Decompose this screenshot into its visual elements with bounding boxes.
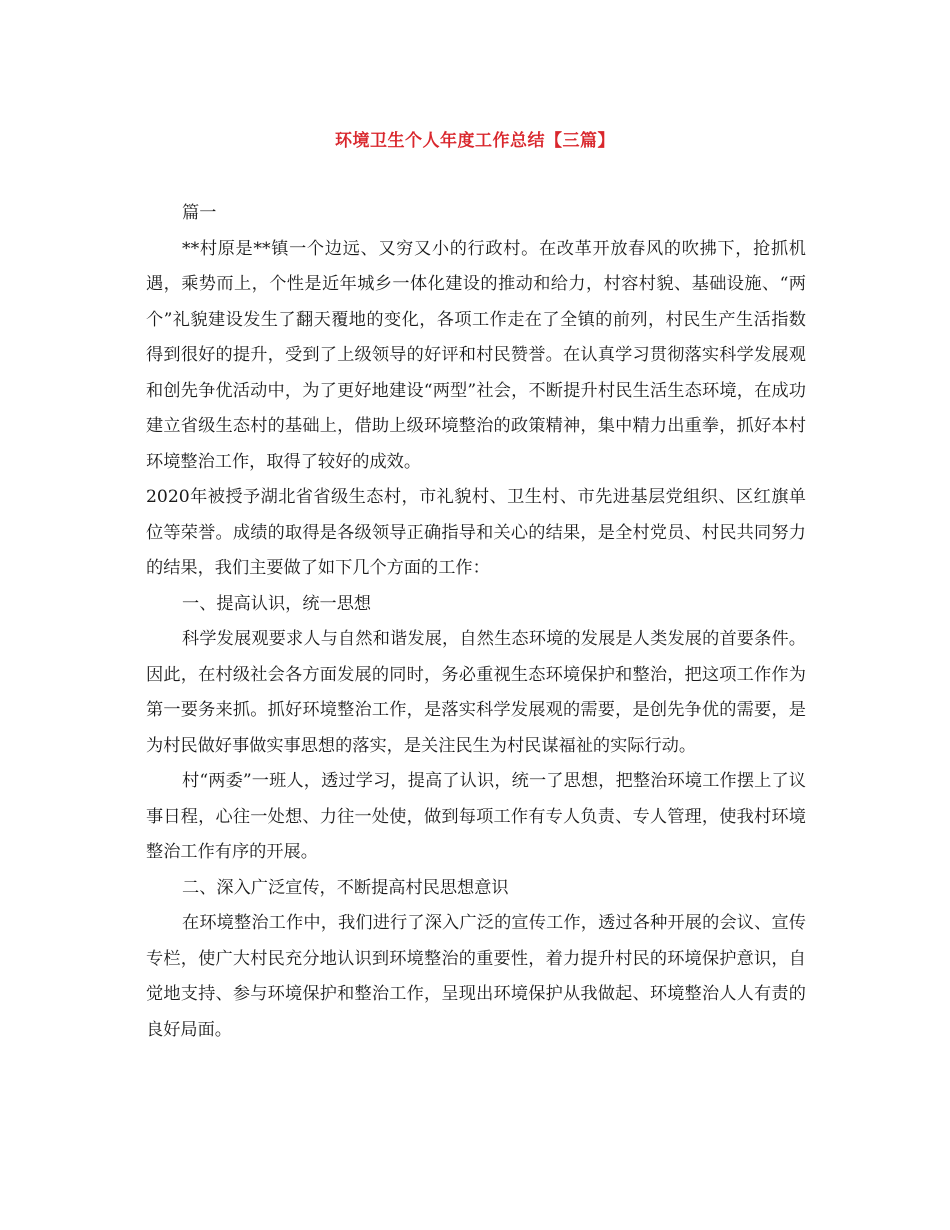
paragraph-honors: 2020年被授予湖北省省级生态村，市礼貌村、卫生村、市先进基层党组织、区红旗单位等荣誉。成绩的取得是各级领导正确指导和关心的结果，是全村党员、村民共同努力的结果，我们主要做了如下几个方面的工作： (146, 487, 806, 578)
document-title: 环境卫生个人年度工作总结【三篇】 (335, 131, 615, 151)
subheading-publicity: 二、深入广泛宣传，不断提高村民思想意识 (182, 877, 509, 898)
section-heading-part-one: 篇一 (182, 203, 217, 223)
paragraph-scientific-development: 科学发展观要求人与自然和谐发展，自然生态环境的发展是人类发展的首要条件。因此，在村级社会各方面发展的同时，务必重视生态环境保护和整治，把这项工作作为第一要务来抓。抓好环境整治工作，是落实科学发展观的需要，是创先争优的需要，是为村民做好事做实事思想的落实，是关注民生为村民谋福祉的实际行动。 (146, 629, 806, 756)
document-body (146, 196, 806, 1048)
subheading-raise-awareness: 一、提高认识，统一思想 (182, 593, 372, 614)
paragraph-publicity: 在环境整治工作中，我们进行了深入广泛的宣传工作，透过各种开展的会议、宣传专栏，使广大村民充分地认识到环境整治的重要性，着力提升村民的环境保护意识，自觉地支持、参与环境保护和整治工作，呈现出环境保护从我做起、环境整治人人有责的良好局面。 (146, 913, 806, 1040)
paragraph-intro: **村原是**镇一个边远、又穷又小的行政村。在改革开放春风的吹拂下，抢抓机遇，乘势而上，个性是近年城乡一体化建设的推动和给力，村容村貌、基础设施、“两个”礼貌建设发生了翻天覆地的变化，各项工作走在了全镇的前列，村民生产生活指数得到很好的提升，受到了上级领导的好评和村民赞誉。在认真学习贯彻落实科学发展观和创先争优活动中，为了更好地建设“两型”社会，不断提升村民生活生态环境，在成功建立省级生态村的基础上，借助上级环境整治的政策精神，集中精力出重拳，抓好本村环境整治工作，取得了较好的成效。 (146, 238, 806, 472)
paragraph-two-committees: 村“两委”一班人，透过学习，提高了认识，统一了思想，把整治环境工作摆上了议事日程，心往一处想、力往一处使，做到每项工作有专人负责、专人管理，使我村环境整治工作有序的开展。 (146, 771, 806, 862)
